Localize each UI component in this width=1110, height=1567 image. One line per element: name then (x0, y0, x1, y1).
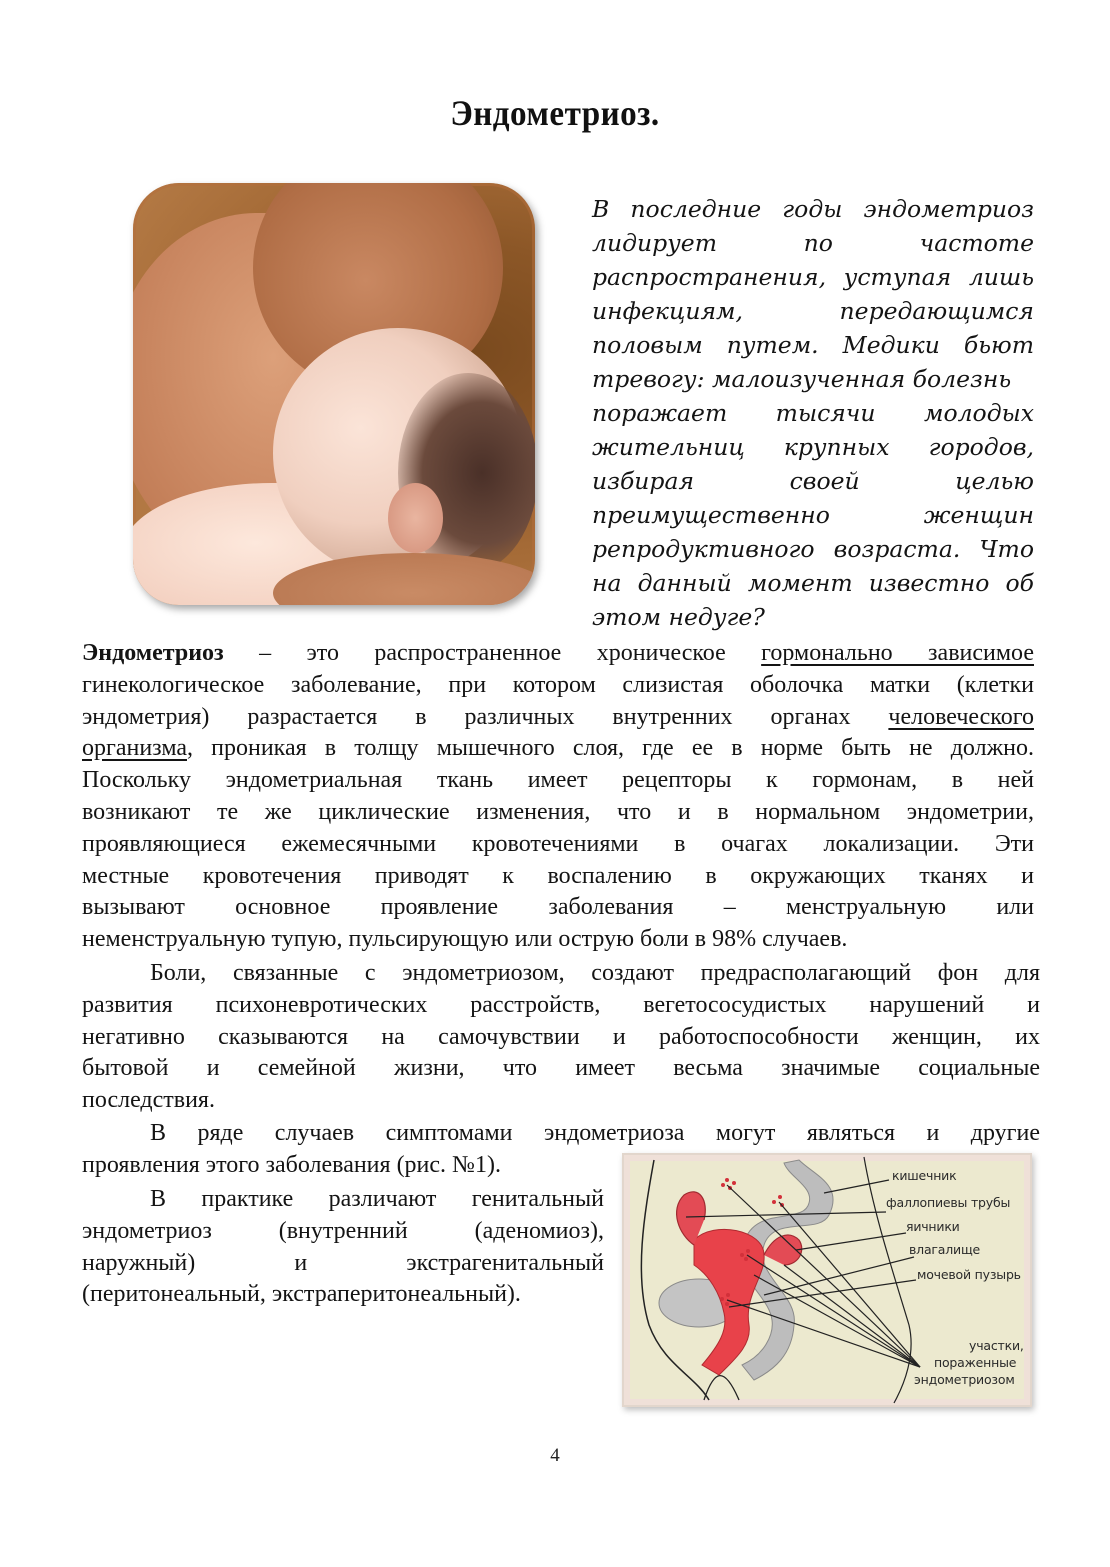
text-line: (перитонеальный, экстраперитонеальный). (82, 1281, 521, 1308)
intro-line: поражает тысячи молодых (592, 399, 1034, 427)
term-endometriosis: Эндометриоз (82, 640, 224, 666)
text-line: В практике различают генитальный (150, 1186, 604, 1212)
intro-italic-text (592, 192, 1034, 634)
label-fallopian-tubes: фаллопиевы трубы (886, 1195, 1011, 1210)
text-span: эндометрия) разрастается в различных внутренних органах (82, 703, 889, 730)
text-span: оболочка матки (клетки (750, 671, 1034, 698)
symptoms-paragraph-cont (82, 1150, 602, 1182)
text-line: неменструальную тупую, пульсирующую или острую боли в 98% случаев. (82, 926, 848, 953)
page-number: 4 (550, 1445, 560, 1466)
underlined-phrase: организма (82, 735, 187, 762)
label-affected-3: эндометриозом (914, 1372, 1015, 1387)
text-line: возникают те же циклические изменения, что и в нормальном эндометрии, (82, 798, 1034, 825)
text-line: проявляющиеся ежемесячными кровотечениями в очагах локализации. Эти (82, 830, 1034, 857)
text-line: наружный) и экстрагенитальный (82, 1249, 604, 1276)
intro-line: преимущественно женщин (592, 501, 1034, 529)
intro-line: половым путем. Медики бьют (592, 331, 1034, 359)
label-intestine: кишечник (892, 1168, 957, 1183)
label-bladder: мочевой пузырь (917, 1267, 1021, 1282)
underlined-phrase: человеческого (888, 703, 1034, 730)
classification-paragraph (82, 1184, 604, 1311)
text-line: местные кровотечения приводят к воспалению в окружающих тканях и (82, 862, 1034, 889)
intro-line: тревогу: малоизученная болезнь (592, 365, 1012, 393)
intro-line: на данный момент известно об (592, 569, 1034, 597)
label-affected-2: пораженные (934, 1355, 1017, 1370)
intro-line: инфекциям, передающимся (592, 297, 1034, 325)
photo-baby-ear (388, 483, 443, 553)
label-ovaries: яичники (906, 1219, 960, 1234)
text-line: негативно сказываются на самочувствии и работоспособности женщин, их (82, 1023, 1040, 1050)
intro-line: жительниц крупных городов, (592, 433, 1034, 461)
text-line: бытовой и семейной жизни, что имеет весьма значимые социальные (82, 1055, 1040, 1082)
text-line: развития психоневротических расстройств, вегетососудистых нарушений и (82, 991, 1040, 1018)
intro-line: лидирует по частоте (592, 229, 1034, 257)
definition-paragraph (82, 638, 1034, 956)
underlined-phrase: гормонально зависимое (761, 640, 1034, 666)
intro-line: этом недуге? (592, 603, 765, 631)
text-line: Поскольку эндометриальная ткань имеет рецепторы к гормонам, в ней (82, 767, 1034, 794)
label-affected-1: участки, (969, 1338, 1024, 1353)
intro-line: В последние годы эндометриоз (592, 195, 1034, 223)
pain-paragraph (82, 958, 1040, 1117)
text-line: проявления этого заболевания (рис. №1). (82, 1152, 501, 1178)
mother-baby-photo (133, 183, 535, 605)
page-title: Эндометриоз. (450, 93, 660, 133)
text-line: эндометриоз (внутренний (аденомиоз), (82, 1217, 604, 1244)
text-line: последствия. (82, 1087, 215, 1114)
intro-line: избирая своей целью (592, 467, 1034, 495)
text-span: , проникая в толщу мышечного слоя, где ее в норме быть не должно. (187, 735, 1034, 762)
text-line: Боли, связанные с эндометриозом, создают предрасполагающий фон для (150, 960, 1040, 986)
text-line: В ряде случаев симптомами эндометриоза могут являться и другие (150, 1120, 1040, 1146)
label-vagina: влагалище (909, 1242, 981, 1257)
anatomy-figure (622, 1153, 1032, 1407)
text-span: – это распространенное хроническое (223, 640, 762, 666)
text-span: гинекологическое заболевание, при котором слизистая (82, 671, 751, 698)
intro-line: репродуктивного возраста. Что (592, 535, 1034, 563)
intro-line: распространения, уступая лишь (592, 263, 1034, 291)
text-line: вызывают основное проявление заболевания – менструальную или (82, 894, 1034, 921)
symptoms-paragraph (82, 1118, 1040, 1150)
